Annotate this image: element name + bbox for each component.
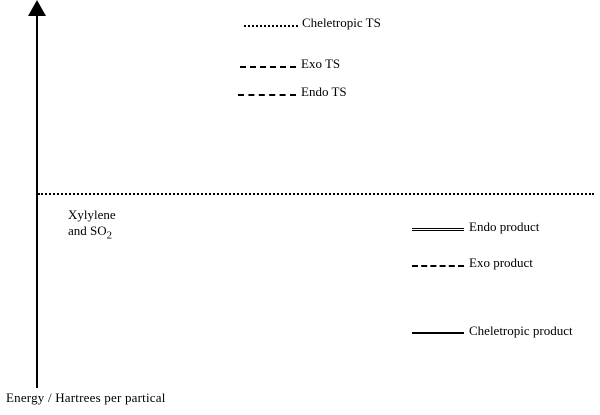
reference-energy-baseline — [38, 193, 594, 195]
level-label-cheletropic-product: Cheletropic product — [469, 323, 573, 338]
level-line-cheletropic-ts — [244, 25, 298, 27]
level-line-exo-product — [412, 265, 464, 267]
level-label-reactants — [68, 207, 116, 243]
y-axis-label: Energy / Hartrees per partical — [6, 390, 166, 405]
level-line-exo-ts — [240, 66, 296, 68]
level-line-cheletropic-product — [412, 332, 464, 334]
reactant-label-line1: Xylylene — [68, 207, 116, 222]
level-line-endo-ts — [238, 94, 296, 96]
level-label-endo-ts: Endo TS — [301, 84, 347, 99]
level-label-cheletropic-ts: Cheletropic TS — [302, 15, 381, 30]
level-label-exo-product: Exo product — [469, 255, 533, 270]
reactant-label-line2: and SO — [68, 223, 107, 239]
level-label-exo-ts: Exo TS — [301, 56, 341, 71]
reactant-label-subscript: 2 — [106, 229, 113, 242]
level-label-endo-product: Endo product — [469, 219, 540, 234]
y-axis-line — [36, 10, 38, 388]
level-line-endo-product — [412, 228, 464, 234]
